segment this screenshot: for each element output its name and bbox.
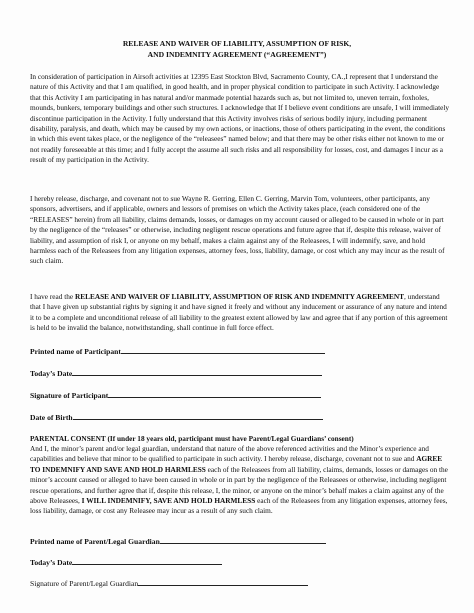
participant-signature-label: Signature of Participant — [30, 391, 109, 400]
consideration-paragraph: In consideration of participation in Airsoft activities at 12395 East Stockton Blvd, Sacramento County, CA.,I represent that I understand the nature of this Activity and that I am qualified, in good health, and in proper physical condition to participate in such Activity. I acknowledge that this Activity I am participating in has natural and/or manmade potential hazards such as, but not limited to, uneven terrain, foxholes, mounds, bunkers, temporary buildings and other such structures. I acknowledge that If I believe event conditions are unsafe, I will immediately discontinue participation in the Activity. I fully understand that this Activity involves risks of serious bodily injury, including permanent disability, paralysis, and death, which may be caused by my own actions, or inactions, those of others participating in the event, the conditions in which this event takes place, or the negligence of the “releasees” named below; and that there may be other risks either not known to me or not readily foreseeable at this time; and I fully accept the assume all such risks and all responsibility for losses, cost, and damages I incur as a result of my participation in the Activity. — [30, 72, 450, 165]
parental-text-1: And I, the minor’s parent and/or legal guardian, understand that nature of the above referenced activities and the Minor’s experience and capabilities and believe that minor to be qualified to participate in such activity. I hereby release, discharge, covenant not to sue and — [30, 444, 429, 464]
todays-date-field-2 — [30, 557, 450, 569]
date-of-birth-field — [30, 412, 450, 424]
guardian-name-label: Printed name of Parent/Legal Guardian — [30, 537, 160, 546]
document-title-line-1: RELEASE AND WAIVER OF LIABILITY, ASSUMPTION OF RISK, — [122, 39, 352, 48]
acknowledgement-agreement-name: RELEASE AND WAIVER OF LIABILITY, ASSUMPTION OF RISK AND INDEMNITY AGREEMENT — [74, 292, 405, 301]
release-paragraph: I hereby release, discharge, and covenant not to sue Wayne R. Gerring, Ellen C. Gerring, Marvin Tom, volunteers, other participants, any sponsors, advertisers, and if applicable, owners and lessors of premises on which the Activity takes place, (each considered one of the “RELEASES” herein) from all liability, claims demands, losses, or damages on my account caused or alleged to be caused in whole or in part by the negligence of the “releases” or otherwise, including negligent rescue operations and future agree that if, despite this release, waiver of liability, and assumption of risk I, or anyone on my behalf, makes a claim against any of the Releasees, I will indemnify, save, and hold harmless each of the Releasees from any litigation expenses, attorney fees, loss, liability, damage, or cost which any may incur as the result of such claim. — [30, 194, 445, 266]
todays-date-line-1[interactable] — [72, 368, 322, 376]
acknowledgement-text-end: , understand that I have given up substantial rights by signing it and have signed it freely and without any inducement or assurance of any nature and intend it to be a complete and unconditional release of all liability to the greatest extent allowed by law and agree that if any portion of this agreement is held to be invalid the balance, notwithstanding, shall continue in full force effect. — [30, 292, 448, 333]
guardian-signature-label: Signature of Parent/Legal Guardian — [30, 579, 139, 588]
guardian-signature-line[interactable] — [138, 578, 308, 586]
document-title-line-2: AND INDEMNITY AGREEMENT (“AGREEMENT”) — [147, 50, 327, 59]
participant-name-field — [30, 346, 450, 358]
todays-date-label-1: Today’s Date — [30, 369, 73, 378]
parental-consent-paragraph — [30, 444, 452, 517]
acknowledgement-paragraph — [30, 292, 452, 334]
acknowledgement-text-start: I have read the — [30, 292, 75, 301]
participant-signature-line[interactable] — [108, 390, 321, 398]
parental-text-3: each of the Releasees from any litigation expenses, attorney fees, loss liability, damage, or cost any Releasee may incur as a result of any such claim. — [30, 496, 448, 516]
guardian-signature-field — [30, 578, 450, 590]
participant-name-line[interactable] — [121, 346, 325, 354]
todays-date-label-2: Today’s Date — [30, 558, 73, 567]
guardian-name-field — [30, 536, 450, 548]
date-of-birth-label: Date of Birth — [30, 413, 73, 422]
todays-date-line-2[interactable] — [72, 557, 222, 565]
guardian-name-line[interactable] — [160, 536, 326, 544]
participant-signature-field — [30, 390, 450, 402]
date-of-birth-line[interactable] — [73, 412, 323, 420]
parental-text-2: each of the Releasees from all liability, claims, demands, losses or damages on the minor’s account caused or alleged to have been caused in whole or in part by the negligence of the Releasees or otherwise, including negligent rescue operations, and further agree that if, despite this release, I, the minor, or anyone on the minor’s behalf makes a claim against any of the above Releasees, — [30, 464, 448, 506]
parental-indemnify-bold: AGREE TO INDEMNIFY AND SAVE AND HOLD HARMLESS — [30, 454, 443, 474]
parental-will-indemnify-bold: I WILL INDEMNIFY, SAVE AND HOLD HARMLESS — [81, 496, 256, 506]
todays-date-field-1 — [30, 368, 450, 380]
parental-consent-heading: PARENTAL CONSENT (If under 18 years old, participant must have Parent/Legal Guardians’ consent) — [30, 434, 354, 443]
participant-name-label: Printed name of Participant — [30, 347, 121, 356]
